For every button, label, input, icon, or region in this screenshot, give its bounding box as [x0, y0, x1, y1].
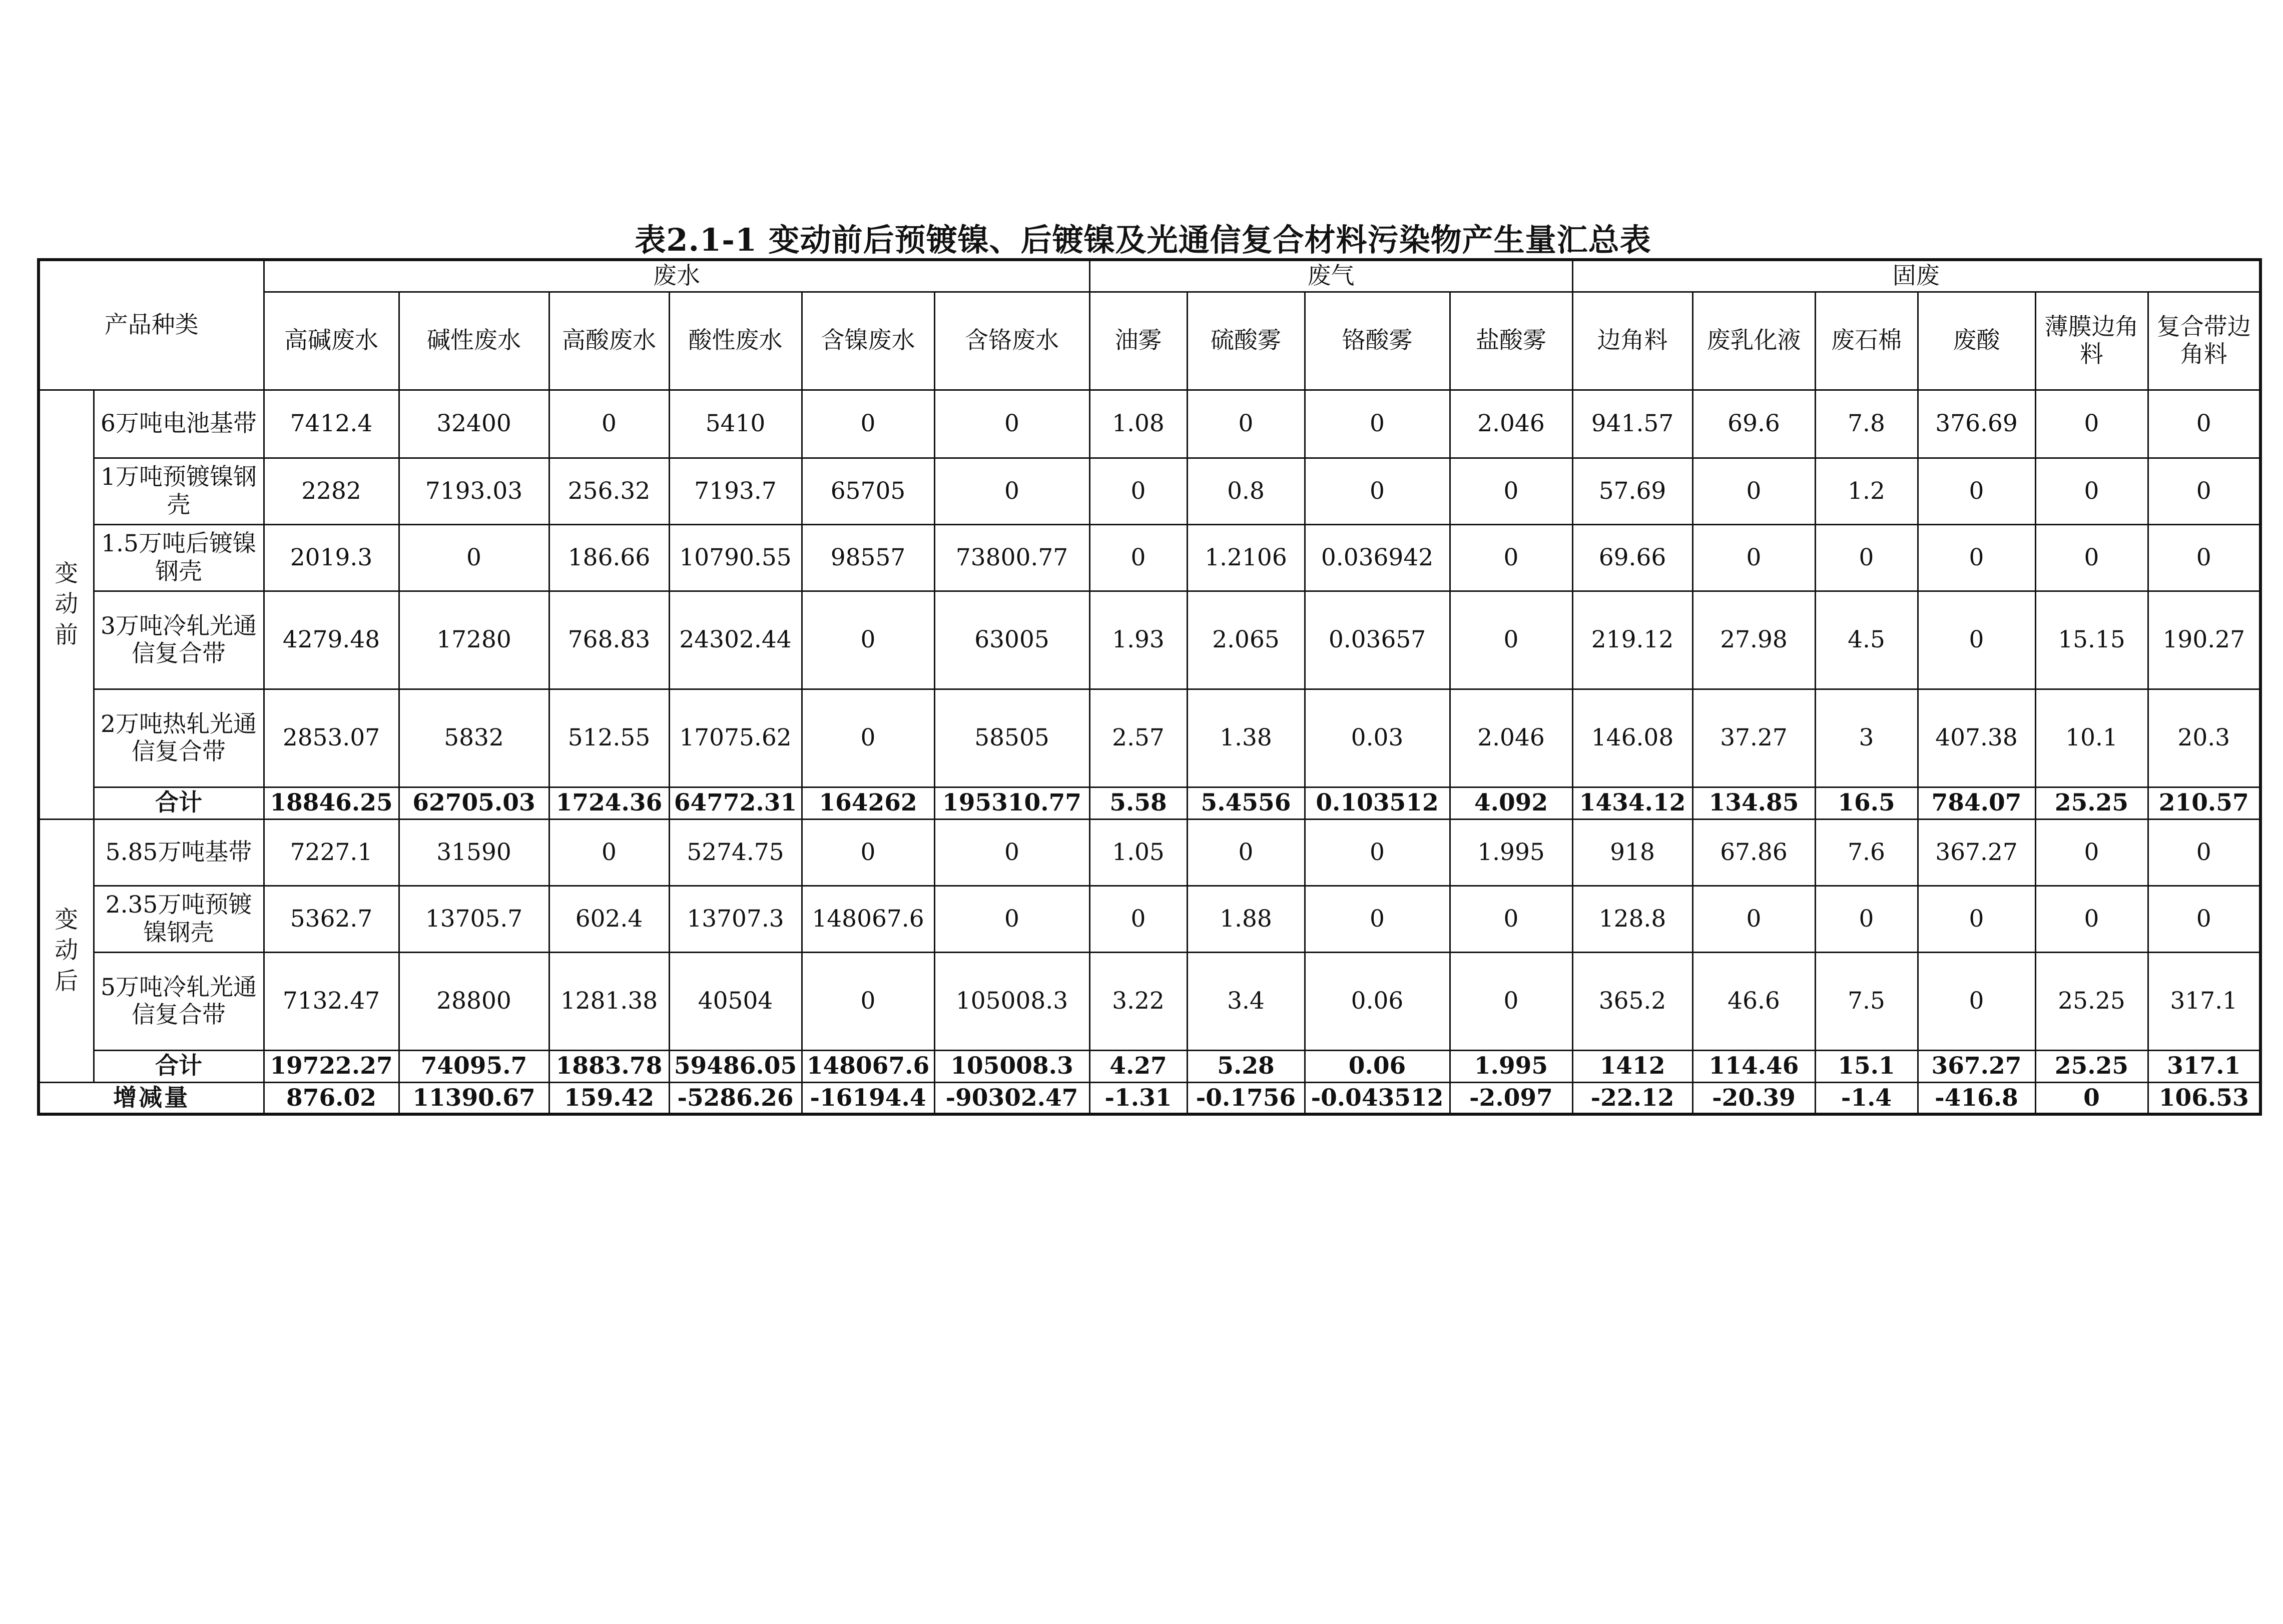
value-cell: 7.6 [1815, 819, 1918, 886]
value-cell: 0 [1692, 524, 1815, 591]
value-cell: 5832 [399, 689, 549, 787]
value-cell: 0 [802, 689, 934, 787]
value-cell: 365.2 [1572, 952, 1692, 1050]
delta-value: 876.02 [264, 1082, 399, 1114]
header-column: 盐酸雾 [1450, 292, 1572, 390]
value-cell: 2019.3 [264, 524, 399, 591]
header-column: 废乳化液 [1692, 292, 1815, 390]
value-cell: 1.38 [1187, 689, 1305, 787]
value-cell: 0 [934, 886, 1089, 952]
value-cell: 0 [802, 819, 934, 886]
value-cell: 0 [1187, 390, 1305, 458]
value-cell: 69.66 [1572, 524, 1692, 591]
delta-label: 增减量 [39, 1082, 264, 1114]
value-cell: 0 [1450, 952, 1572, 1050]
value-cell: 17075.62 [669, 689, 802, 787]
value-cell: 1434.12 [1572, 787, 1692, 819]
value-cell: 0 [1305, 458, 1450, 524]
value-cell: 10.1 [2035, 689, 2148, 787]
value-cell: 2.065 [1187, 591, 1305, 689]
value-cell: 62705.03 [399, 787, 549, 819]
table-row [39, 591, 2260, 689]
value-cell: 46.6 [1692, 952, 1815, 1050]
value-cell: 2.57 [1089, 689, 1187, 787]
value-cell: 512.55 [549, 689, 669, 787]
value-cell: 13705.7 [399, 886, 549, 952]
value-cell: 7132.47 [264, 952, 399, 1050]
value-cell: 407.38 [1918, 689, 2035, 787]
product-name: 1万吨预镀镍钢壳 [94, 458, 264, 524]
value-cell: 17280 [399, 591, 549, 689]
header-column: 复合带边角料 [2148, 292, 2260, 390]
value-cell: 784.07 [1918, 787, 2035, 819]
product-name: 6万吨电池基带 [94, 390, 264, 458]
value-cell: 0 [2148, 458, 2260, 524]
header-column: 含铬废水 [934, 292, 1089, 390]
value-cell: 1.2 [1815, 458, 1918, 524]
table-row [39, 886, 2260, 952]
value-cell: 190.27 [2148, 591, 2260, 689]
sum-row [39, 1050, 2260, 1082]
value-cell: 40504 [669, 952, 802, 1050]
product-name: 2万吨热轧光通信复合带 [94, 689, 264, 787]
value-cell: 19722.27 [264, 1050, 399, 1082]
value-cell: 64772.31 [669, 787, 802, 819]
value-cell: 65705 [802, 458, 934, 524]
table-row [39, 390, 2260, 458]
value-cell: 5362.7 [264, 886, 399, 952]
value-cell: 0 [2035, 458, 2148, 524]
header-column: 高碱废水 [264, 292, 399, 390]
table-body [39, 260, 2260, 1114]
table-row [39, 819, 2260, 886]
value-cell: 128.8 [1572, 886, 1692, 952]
value-cell: 376.69 [1918, 390, 2035, 458]
value-cell: 0 [2148, 819, 2260, 886]
value-cell: 4.092 [1450, 787, 1572, 819]
value-cell: 37.27 [1692, 689, 1815, 787]
value-cell: 0 [399, 524, 549, 591]
value-cell: 4.5 [1815, 591, 1918, 689]
value-cell: 0 [1089, 524, 1187, 591]
delta-value: -0.1756 [1187, 1082, 1305, 1114]
value-cell: 63005 [934, 591, 1089, 689]
value-cell: 317.1 [2148, 952, 2260, 1050]
value-cell: 0 [2148, 524, 2260, 591]
header-column: 碱性废水 [399, 292, 549, 390]
delta-value: -1.4 [1815, 1082, 1918, 1114]
value-cell: 0 [1918, 952, 2035, 1050]
value-cell: 0 [1692, 886, 1815, 952]
table-row [39, 952, 2260, 1050]
value-cell: 31590 [399, 819, 549, 886]
value-cell: 58505 [934, 689, 1089, 787]
value-cell: 367.27 [1918, 819, 2035, 886]
value-cell: 3.4 [1187, 952, 1305, 1050]
delta-value: -5286.26 [669, 1082, 802, 1114]
header-group-1: 废气 [1089, 260, 1572, 292]
value-cell: 20.3 [2148, 689, 2260, 787]
value-cell: 0 [2035, 819, 2148, 886]
value-cell: 25.25 [2035, 1050, 2148, 1082]
value-cell: 3.22 [1089, 952, 1187, 1050]
value-cell: 7412.4 [264, 390, 399, 458]
value-cell: 73800.77 [934, 524, 1089, 591]
value-cell: 25.25 [2035, 787, 2148, 819]
value-cell: 146.08 [1572, 689, 1692, 787]
delta-row [39, 1082, 2260, 1114]
value-cell: 13707.3 [669, 886, 802, 952]
value-cell: 2.046 [1450, 689, 1572, 787]
value-cell: 0 [1089, 886, 1187, 952]
value-cell: 0 [1692, 458, 1815, 524]
value-cell: 57.69 [1572, 458, 1692, 524]
delta-value: -16194.4 [802, 1082, 934, 1114]
delta-value: -0.043512 [1305, 1082, 1450, 1114]
value-cell: 134.85 [1692, 787, 1815, 819]
delta-value: -2.097 [1450, 1082, 1572, 1114]
value-cell: 0 [2035, 524, 2148, 591]
value-cell: 114.46 [1692, 1050, 1815, 1082]
value-cell: 0 [934, 390, 1089, 458]
value-cell: 7227.1 [264, 819, 399, 886]
section-label: 变 动 前 [39, 390, 94, 819]
value-cell: 15.1 [1815, 1050, 1918, 1082]
value-cell: 59486.05 [669, 1050, 802, 1082]
value-cell: 2853.07 [264, 689, 399, 787]
value-cell: 1.05 [1089, 819, 1187, 886]
value-cell: 1281.38 [549, 952, 669, 1050]
value-cell: 0 [1305, 390, 1450, 458]
product-name: 合计 [94, 1050, 264, 1082]
value-cell: 0.06 [1305, 1050, 1450, 1082]
value-cell: 0 [802, 952, 934, 1050]
product-name: 5万吨冷轧光通信复合带 [94, 952, 264, 1050]
section-label: 变 动 后 [39, 819, 94, 1082]
header-column-row [39, 292, 2260, 390]
value-cell: 7193.03 [399, 458, 549, 524]
value-cell: 186.66 [549, 524, 669, 591]
delta-value: -20.39 [1692, 1082, 1815, 1114]
value-cell: 0 [1450, 458, 1572, 524]
value-cell: 4279.48 [264, 591, 399, 689]
product-name: 3万吨冷轧光通信复合带 [94, 591, 264, 689]
delta-value: 11390.67 [399, 1082, 549, 1114]
table-row [39, 458, 2260, 524]
value-cell: 0.06 [1305, 952, 1450, 1050]
delta-value: -416.8 [1918, 1082, 2035, 1114]
value-cell: 25.25 [2035, 952, 2148, 1050]
page-footer-mark [1041, 1613, 1241, 1624]
header-column: 酸性废水 [669, 292, 802, 390]
delta-value: 106.53 [2148, 1082, 2260, 1114]
value-cell: 5410 [669, 390, 802, 458]
value-cell: 10790.55 [669, 524, 802, 591]
value-cell: 105008.3 [934, 952, 1089, 1050]
value-cell: 7.8 [1815, 390, 1918, 458]
delta-value: -90302.47 [934, 1082, 1089, 1114]
table-row [39, 689, 2260, 787]
header-column: 铬酸雾 [1305, 292, 1450, 390]
header-column: 硫酸雾 [1187, 292, 1305, 390]
header-column: 高酸废水 [549, 292, 669, 390]
value-cell: 1.2106 [1187, 524, 1305, 591]
value-cell: 0 [1450, 591, 1572, 689]
value-cell: 0 [1918, 591, 2035, 689]
value-cell: 3 [1815, 689, 1918, 787]
value-cell: 15.15 [2035, 591, 2148, 689]
value-cell: 219.12 [1572, 591, 1692, 689]
header-column: 薄膜边角料 [2035, 292, 2148, 390]
value-cell: 18846.25 [264, 787, 399, 819]
value-cell: 0 [2148, 886, 2260, 952]
value-cell: 0 [1918, 886, 2035, 952]
value-cell: 0 [2148, 390, 2260, 458]
value-cell: 0 [1450, 524, 1572, 591]
value-cell: 0.8 [1187, 458, 1305, 524]
value-cell: 0 [1918, 524, 2035, 591]
delta-value: 0 [2035, 1082, 2148, 1114]
value-cell: 1.88 [1187, 886, 1305, 952]
value-cell: 0 [1815, 886, 1918, 952]
value-cell: 1883.78 [549, 1050, 669, 1082]
value-cell: 602.4 [549, 886, 669, 952]
value-cell: 0 [802, 390, 934, 458]
value-cell: 1.995 [1450, 819, 1572, 886]
value-cell: 0.103512 [1305, 787, 1450, 819]
header-column: 废石棉 [1815, 292, 1918, 390]
value-cell: 24302.44 [669, 591, 802, 689]
header-column: 边角料 [1572, 292, 1692, 390]
value-cell: 210.57 [2148, 787, 2260, 819]
value-cell: 1724.36 [549, 787, 669, 819]
value-cell: 0 [802, 591, 934, 689]
value-cell: 105008.3 [934, 1050, 1089, 1082]
value-cell: 0 [934, 819, 1089, 886]
value-cell: 148067.6 [802, 1050, 934, 1082]
delta-value: 159.42 [549, 1082, 669, 1114]
value-cell: 164262 [802, 787, 934, 819]
value-cell: 317.1 [2148, 1050, 2260, 1082]
product-name: 合计 [94, 787, 264, 819]
value-cell: 256.32 [549, 458, 669, 524]
value-cell: 1.995 [1450, 1050, 1572, 1082]
value-cell: 0 [1305, 819, 1450, 886]
value-cell: 0 [1450, 886, 1572, 952]
value-cell: 0 [2035, 886, 2148, 952]
value-cell: 195310.77 [934, 787, 1089, 819]
value-cell: 367.27 [1918, 1050, 2035, 1082]
value-cell: 16.5 [1815, 787, 1918, 819]
value-cell: 0 [2035, 390, 2148, 458]
value-cell: 5.58 [1089, 787, 1187, 819]
delta-value: -1.31 [1089, 1082, 1187, 1114]
delta-value: -22.12 [1572, 1082, 1692, 1114]
value-cell: 0 [1305, 886, 1450, 952]
value-cell: 28800 [399, 952, 549, 1050]
header-group-2: 固废 [1572, 260, 2260, 292]
value-cell: 5.4556 [1187, 787, 1305, 819]
value-cell: 918 [1572, 819, 1692, 886]
value-cell: 0 [1918, 458, 2035, 524]
header-group-row [39, 260, 2260, 292]
header-column: 油雾 [1089, 292, 1187, 390]
value-cell: 2282 [264, 458, 399, 524]
value-cell: 768.83 [549, 591, 669, 689]
table-row [39, 524, 2260, 591]
value-cell: 1412 [1572, 1050, 1692, 1082]
value-cell: 1.08 [1089, 390, 1187, 458]
value-cell: 0 [1815, 524, 1918, 591]
header-column: 含镍废水 [802, 292, 934, 390]
value-cell: 0 [549, 390, 669, 458]
product-name: 5.85万吨基带 [94, 819, 264, 886]
header-product-type: 产品种类 [39, 260, 264, 390]
value-cell: 74095.7 [399, 1050, 549, 1082]
header-group-0: 废水 [264, 260, 1089, 292]
value-cell: 0 [1089, 458, 1187, 524]
value-cell: 0.03 [1305, 689, 1450, 787]
value-cell: 0 [549, 819, 669, 886]
header-column: 废酸 [1918, 292, 2035, 390]
value-cell: 941.57 [1572, 390, 1692, 458]
value-cell: 32400 [399, 390, 549, 458]
value-cell: 7193.7 [669, 458, 802, 524]
pollutant-summary-table [37, 258, 2262, 1116]
sum-row [39, 787, 2260, 819]
value-cell: 7.5 [1815, 952, 1918, 1050]
value-cell: 27.98 [1692, 591, 1815, 689]
value-cell: 0 [1187, 819, 1305, 886]
product-name: 2.35万吨预镀镍钢壳 [94, 886, 264, 952]
value-cell: 69.6 [1692, 390, 1815, 458]
value-cell: 1.93 [1089, 591, 1187, 689]
value-cell: 4.27 [1089, 1050, 1187, 1082]
value-cell: 0.03657 [1305, 591, 1450, 689]
value-cell: 5274.75 [669, 819, 802, 886]
value-cell: 98557 [802, 524, 934, 591]
value-cell: 2.046 [1450, 390, 1572, 458]
value-cell: 67.86 [1692, 819, 1815, 886]
table-title: 表2.1-1 变动前后预镀镍、后镀镍及光通信复合材料污染物产生量汇总表 [635, 222, 1651, 258]
value-cell: 148067.6 [802, 886, 934, 952]
product-name: 1.5万吨后镀镍钢壳 [94, 524, 264, 591]
value-cell: 5.28 [1187, 1050, 1305, 1082]
value-cell: 0 [934, 458, 1089, 524]
value-cell: 0.036942 [1305, 524, 1450, 591]
